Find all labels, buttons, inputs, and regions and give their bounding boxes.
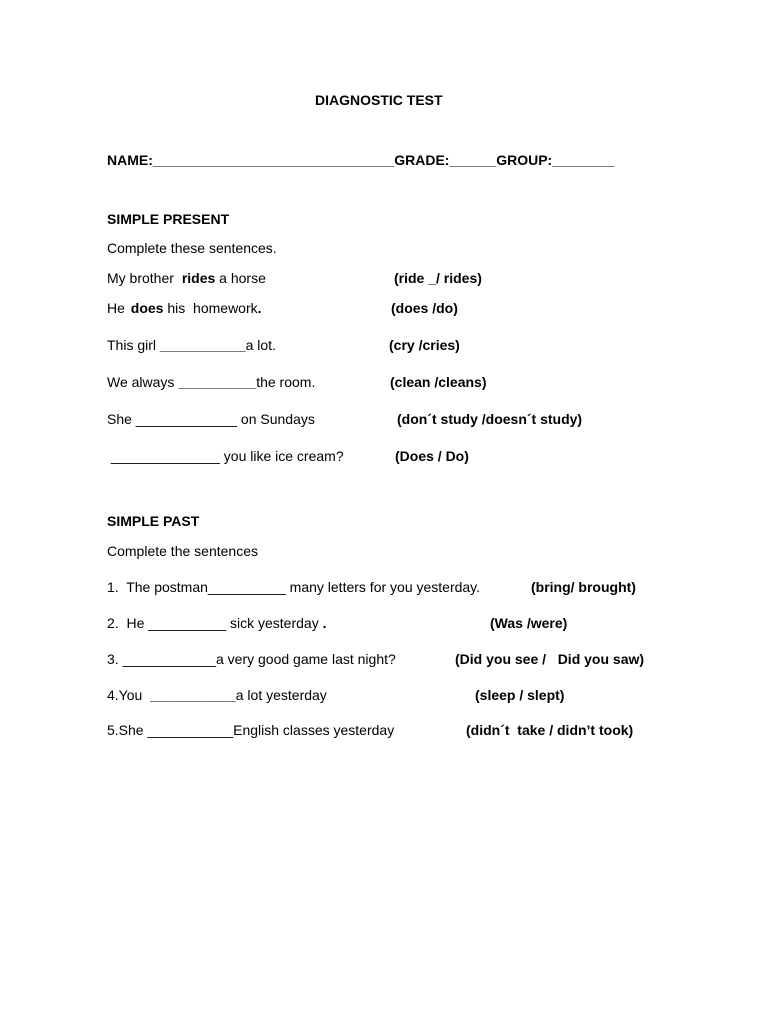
present-item-1 [107, 269, 266, 287]
past-item-3-options: (Did you see / Did you saw) [455, 651, 645, 667]
past-item-4-blank: ___________ [150, 687, 236, 703]
past-item-5: 5.She ___________English classes yesterday [107, 722, 395, 738]
present-item-1-options: (ride _/ rides) [394, 270, 482, 286]
instruction-simple-past: Complete the sentences [107, 543, 258, 559]
present-item-2-answer: does [130, 300, 164, 316]
present-item-2 [107, 299, 262, 317]
instruction-simple-present: Complete these sentences. [107, 240, 277, 256]
past-item-2-text: 2. He __________ sick yesterday [107, 615, 323, 631]
section-heading-simple-past: SIMPLE PAST [107, 513, 200, 529]
present-item-3-text: This girl [107, 337, 160, 353]
past-item-2-period: . [322, 615, 327, 631]
past-item-1: 1. The postman__________ many letters for you yesterday. [107, 579, 481, 595]
present-item-4-rest: the room. [256, 374, 316, 390]
present-item-5-options: (don´t study /doesn´t study) [397, 411, 583, 427]
present-item-1-answer: rides [181, 270, 216, 286]
present-item-3 [107, 336, 276, 354]
past-item-2-options: (Was /were) [490, 615, 568, 631]
past-item-1-options: (bring/ brought) [531, 579, 636, 595]
present-item-3-rest: a lot. [245, 337, 276, 353]
present-item-4-blank: __________ [178, 374, 257, 390]
present-item-2-text: He [107, 300, 129, 316]
past-item-3: 3. ____________a very good game last night? [107, 651, 396, 667]
present-item-2-rest: his homework [163, 300, 258, 316]
past-item-5-options: (didn´t take / didn’t took) [466, 722, 634, 738]
present-item-6-options: (Does / Do) [395, 448, 469, 464]
present-item-2-options: (does /do) [391, 300, 458, 316]
past-item-4-rest: a lot yesterday [235, 687, 327, 703]
page-title: DIAGNOSTIC TEST [315, 92, 443, 108]
present-item-2-period: . [257, 300, 262, 316]
present-item-3-blank: ___________ [159, 337, 246, 353]
present-item-4-text: We always [107, 374, 179, 390]
present-item-1-rest: a horse [215, 270, 266, 286]
student-info-fields: NAME:_______________________________GRADE:______GROUP:________ [107, 152, 615, 168]
present-item-3-options: (cry /cries) [389, 337, 460, 353]
present-item-4-options: (clean /cleans) [390, 374, 487, 390]
past-item-2 [107, 614, 326, 632]
present-item-1-text: My brother [107, 270, 178, 286]
present-item-6: ______________ you like ice cream? [107, 448, 344, 464]
past-item-4-options: (sleep / slept) [475, 687, 565, 703]
past-item-4-text: 4.You [107, 687, 151, 703]
past-item-4 [107, 686, 327, 704]
present-item-5: She _____________ on Sundays [107, 411, 315, 427]
section-heading-simple-present: SIMPLE PRESENT [107, 211, 230, 227]
present-item-4 [107, 373, 315, 391]
